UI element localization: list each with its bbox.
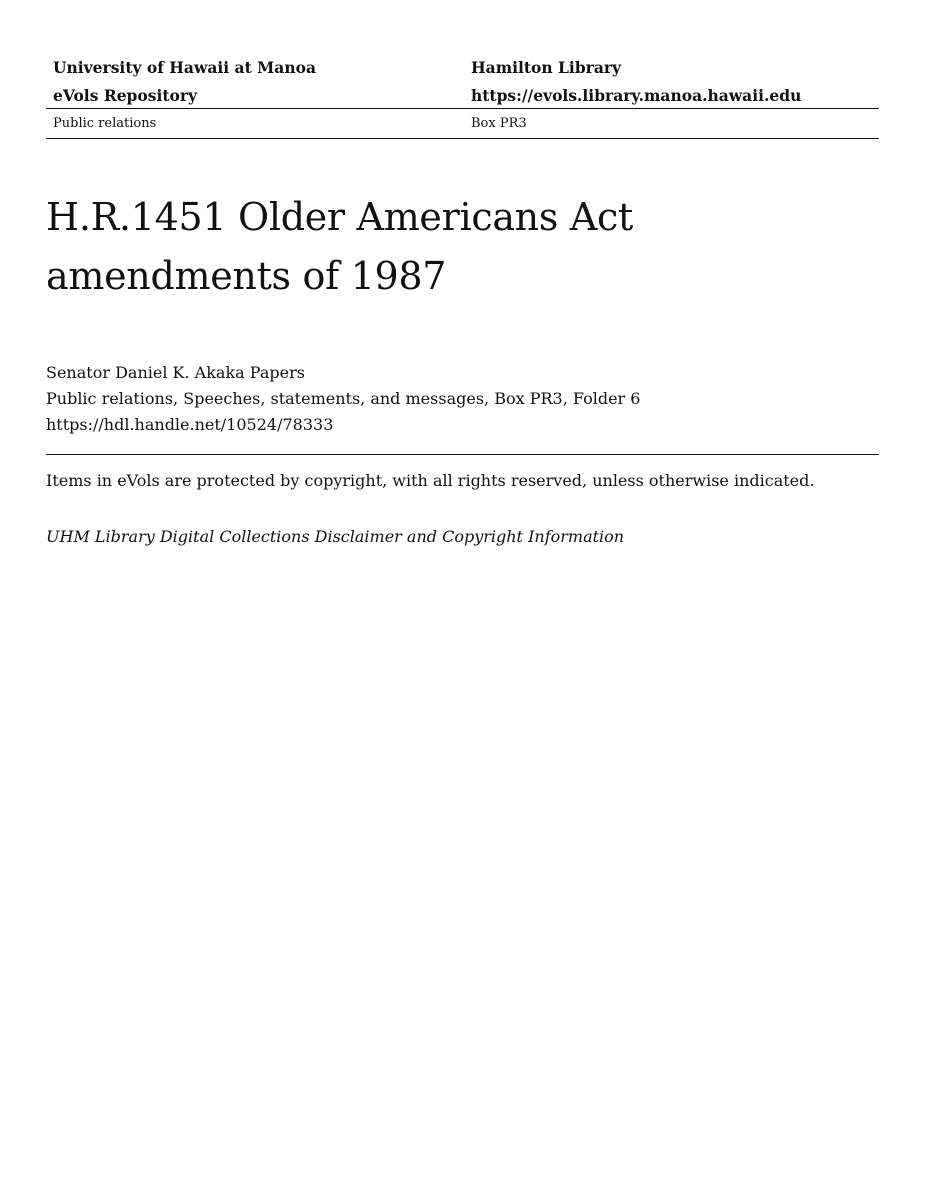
document-metadata: [46, 360, 879, 438]
collection-series: Public relations: [53, 116, 157, 131]
library-name: Hamilton Library: [471, 58, 622, 77]
divider: [46, 454, 879, 455]
header-row-2: [46, 80, 879, 109]
title-line-2: amendments of 1987: [46, 254, 447, 298]
header-table: [46, 52, 879, 139]
folder-location: Public relations, Speeches, statements, and messages, Box PR3, Folder 6: [46, 389, 641, 408]
title-line-1: H.R.1451 Older Americans Act: [46, 195, 633, 239]
disclaimer-link[interactable]: UHM Library Digital Collections Disclaimer and Copyright Information: [46, 527, 625, 546]
handle-link[interactable]: https://hdl.handle.net/10524/78333: [46, 415, 334, 434]
header-row-3: [46, 109, 879, 139]
repository-name: eVols Repository: [53, 86, 198, 105]
document-title: [46, 188, 879, 306]
box-label: Box PR3: [471, 116, 527, 131]
rights-statement: Items in eVols are protected by copyright, with all rights reserved, unless otherwise indicated.: [46, 471, 815, 490]
header-row-1: [46, 52, 879, 80]
collection-name: Senator Daniel K. Akaka Papers: [46, 363, 305, 382]
repository-url-link[interactable]: https://evols.library.manoa.hawaii.edu: [471, 86, 802, 105]
institution-name: University of Hawaii at Manoa: [53, 58, 316, 77]
